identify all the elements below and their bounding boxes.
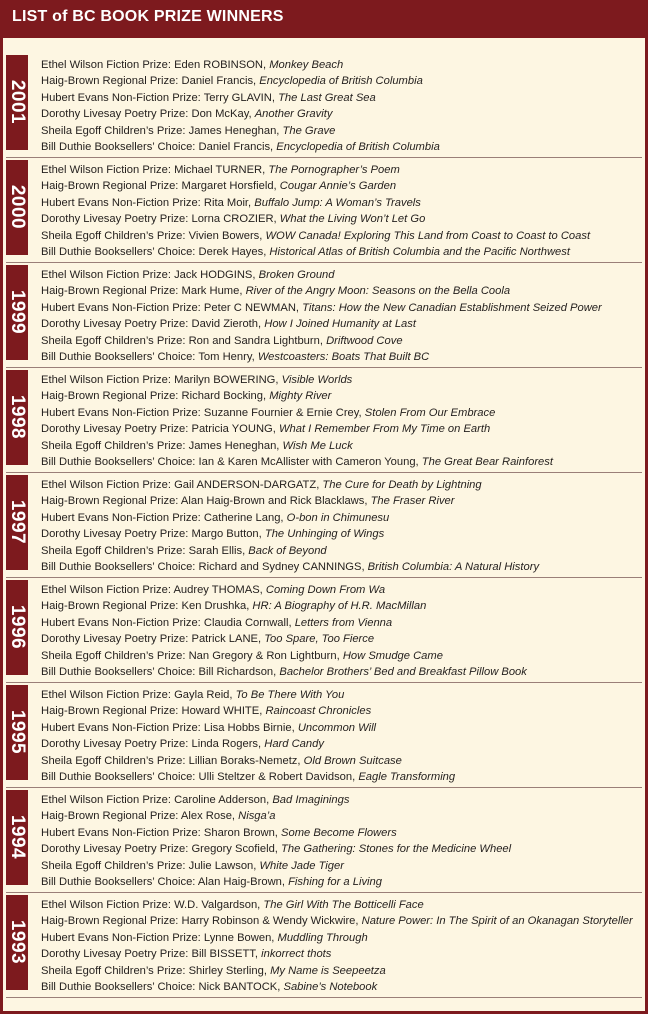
book-title: Visible Worlds: [281, 374, 353, 386]
prize-name: Bill Duthie Booksellers’ Choice:: [41, 351, 196, 363]
prize-name: Haig-Brown Regional Prize:: [41, 915, 179, 928]
book-title: The Girl With The Botticelli Face: [263, 899, 424, 911]
year-label: 1997: [7, 499, 28, 545]
prize-name: Haig-Brown Regional Prize:: [41, 180, 179, 193]
winner-name: Suzanne Fournier & Ernie Crey,: [203, 406, 362, 419]
winner-name: Alan Haig-Brown and Rick Blacklaws,: [180, 495, 368, 508]
prize-name: Sheila Egoff Children’s Prize:: [41, 754, 186, 767]
prize-name: Hubert Evans Non-Fiction Prize:: [41, 826, 201, 839]
winner-name: Vivien Bowers,: [188, 229, 263, 242]
book-title: The Grave: [282, 124, 336, 137]
winner-name: Richard and Sydney CANNINGS,: [198, 561, 365, 573]
book-title: Encyclopedia of British Columbia: [276, 141, 440, 153]
winner-name: Sharon Brown,: [203, 826, 278, 839]
prize-name: Sheila Egoff Children’s Prize:: [41, 649, 186, 662]
book-title: Monkey Beach: [269, 59, 344, 71]
prize-name: Hubert Evans Non-Fiction Prize:: [41, 196, 201, 209]
prize-entry: [41, 123, 644, 139]
book-title: Cougar Annie’s Garden: [279, 180, 397, 193]
prize-name: Dorothy Livesay Poetry Prize:: [41, 108, 189, 121]
year-section: [6, 577, 648, 682]
year-label: 1993: [7, 919, 28, 965]
book-title: My Name is Seepeetza: [270, 964, 386, 977]
prize-entry: [41, 664, 644, 680]
winner-name: Eden ROBINSON,: [174, 59, 267, 71]
year-tab: [6, 55, 28, 150]
winner-name: Tom Henry,: [198, 351, 255, 363]
book-title: Stolen From Our Embrace: [364, 406, 496, 419]
winner-name: Patricia YOUNG,: [191, 423, 276, 436]
prize-name: Ethel Wilson Fiction Prize:: [41, 374, 171, 386]
prize-entry: [41, 300, 644, 316]
winner-name: Howard WHITE,: [181, 705, 263, 718]
year-label: 2001: [7, 79, 28, 125]
prize-name: Ethel Wilson Fiction Prize:: [41, 269, 171, 281]
winner-name: Rita Moir,: [203, 196, 252, 209]
year-section: [6, 367, 648, 472]
winner-name: Peter C NEWMAN,: [203, 301, 300, 314]
winner-name: Alan Haig-Brown,: [197, 876, 285, 888]
winner-name: David Zieroth,: [191, 318, 262, 331]
winner-name: Michael TURNER,: [174, 164, 266, 176]
prize-entry: [41, 825, 644, 841]
section-divider: [6, 892, 642, 893]
prize-entry: [41, 438, 644, 454]
prize-name: Ethel Wilson Fiction Prize:: [41, 164, 171, 176]
prize-name: Sheila Egoff Children’s Prize:: [41, 334, 186, 347]
book-title: Encyclopedia of British Columbia: [259, 75, 423, 88]
section-divider: [6, 787, 642, 788]
prize-entry: [41, 195, 644, 211]
prize-entry: [41, 349, 644, 365]
winner-name: Lorna CROZIER,: [191, 213, 277, 226]
winner-name: Mark Hume,: [181, 285, 243, 298]
prize-name: Sheila Egoff Children’s Prize:: [41, 124, 186, 137]
prize-name: Sheila Egoff Children’s Prize:: [41, 544, 186, 557]
prize-entry: [41, 57, 644, 73]
prize-entry: [41, 211, 644, 227]
book-title: How I Joined Humanity at Last: [264, 318, 416, 331]
winner-name: Don McKay,: [191, 108, 252, 121]
winner-name: Gail ANDERSON-DARGATZ,: [174, 479, 320, 491]
year-label: 1994: [7, 814, 28, 860]
prize-name: Bill Duthie Booksellers’ Choice:: [41, 456, 196, 468]
book-title: Hard Candy: [264, 738, 324, 751]
book-title: The Pornographer’s Poem: [268, 164, 400, 176]
book-title: Historical Atlas of British Columbia and the Pacific Northwest: [269, 246, 570, 258]
book-title: Some Become Flowers: [281, 826, 397, 839]
winner-name: Claudia Cornwall,: [203, 616, 292, 629]
book-title: Uncommon Will: [297, 721, 377, 734]
book-title: Letters from Vienna: [294, 616, 393, 629]
winner-name: Lisa Hobbs Birnie,: [203, 721, 295, 734]
winner-name: Margaret Horsfield,: [181, 180, 277, 193]
prize-entry: [41, 228, 644, 244]
prize-entry: [41, 582, 644, 598]
prize-name: Bill Duthie Booksellers’ Choice:: [41, 141, 196, 153]
prize-entry: [41, 139, 644, 155]
prize-entry: [41, 979, 644, 995]
book-title: To Be There With You: [235, 689, 345, 701]
prize-entry: [41, 454, 644, 470]
prize-name: Haig-Brown Regional Prize:: [41, 285, 179, 298]
section-divider: [6, 367, 642, 368]
prize-name: Bill Duthie Booksellers’ Choice:: [41, 876, 196, 888]
prize-name: Hubert Evans Non-Fiction Prize:: [41, 616, 201, 629]
year-section: [6, 472, 648, 577]
book-title: Bad Imaginings: [272, 794, 350, 806]
book-title: River of the Angry Moon: Seasons on the Bella Coola: [245, 285, 511, 298]
prize-name: Bill Duthie Booksellers’ Choice:: [41, 666, 196, 678]
year-section: [6, 262, 648, 367]
prize-name: Dorothy Livesay Poetry Prize:: [41, 318, 189, 331]
year-tab: [6, 895, 28, 990]
winner-name: Bill Richardson,: [198, 666, 277, 678]
winner-name: Caroline Adderson,: [174, 794, 270, 806]
prize-name: Hubert Evans Non-Fiction Prize:: [41, 91, 201, 104]
prize-entry: [41, 753, 644, 769]
year-label: 2000: [7, 184, 28, 230]
book-title: The Gathering: Stones for the Medicine Wheel: [281, 843, 512, 856]
winner-name: Gayla Reid,: [174, 689, 233, 701]
year-section: [6, 52, 648, 157]
prize-entry: [41, 648, 644, 664]
winner-name: Patrick LANE,: [191, 633, 262, 646]
winner-name: Harry Robinson & Wendy Wickwire,: [181, 915, 359, 928]
prize-entry: [41, 162, 644, 178]
year-tab: [6, 475, 28, 570]
prize-name: Dorothy Livesay Poetry Prize:: [41, 528, 189, 541]
book-title: Another Gravity: [254, 108, 333, 121]
prize-entry: [41, 559, 644, 575]
prize-entry: [41, 720, 644, 736]
prize-entry: [41, 963, 644, 979]
prize-name: Ethel Wilson Fiction Prize:: [41, 689, 171, 701]
section-divider: [6, 472, 642, 473]
winner-name: Marilyn BOWERING,: [174, 374, 279, 386]
prize-name: Ethel Wilson Fiction Prize:: [41, 794, 171, 806]
title-bar: [3, 0, 648, 38]
prize-name: Dorothy Livesay Poetry Prize:: [41, 738, 189, 751]
winner-name: Derek Hayes,: [198, 246, 267, 258]
winner-name: Ulli Steltzer & Robert Davidson,: [198, 771, 356, 783]
prize-name: Sheila Egoff Children’s Prize:: [41, 439, 186, 452]
prize-name: Haig-Brown Regional Prize:: [41, 705, 179, 718]
prize-name: Bill Duthie Booksellers’ Choice:: [41, 981, 196, 993]
prize-name: Haig-Brown Regional Prize:: [41, 495, 179, 508]
book-title: Eagle Transforming: [358, 771, 456, 783]
book-title: O-bon in Chimunesu: [286, 511, 390, 524]
prize-name: Dorothy Livesay Poetry Prize:: [41, 213, 189, 226]
prize-name: Dorothy Livesay Poetry Prize:: [41, 633, 189, 646]
year-tab: [6, 265, 28, 360]
book-title: Bachelor Brothers’ Bed and Breakfast Pillow Book: [279, 666, 527, 678]
winner-name: W.D. Valgardson,: [174, 899, 261, 911]
winner-name: Daniel Francis,: [198, 141, 274, 153]
winner-name: Linda Rogers,: [191, 738, 262, 751]
book-title: The Great Bear Rainforest: [421, 456, 553, 468]
book-title: Wish Me Luck: [282, 439, 353, 452]
winner-name: Margo Button,: [191, 528, 262, 541]
prize-entry: [41, 769, 644, 785]
prize-entry: [41, 913, 644, 929]
book-title: What I Remember From My Time on Earth: [278, 423, 491, 436]
prize-name: Haig-Brown Regional Prize:: [41, 810, 179, 823]
section-divider: [6, 682, 642, 683]
prize-entry: [41, 946, 644, 962]
year-tab: [6, 370, 28, 465]
year-label: 1999: [7, 289, 28, 335]
prize-name: Sheila Egoff Children’s Prize:: [41, 964, 186, 977]
prize-entry: [41, 333, 644, 349]
prize-name: Haig-Brown Regional Prize:: [41, 75, 179, 88]
winner-name: Ian & Karen McAllister with Cameron Young,: [198, 456, 419, 468]
book-title: Westcoasters: Boats That Built BC: [257, 351, 430, 363]
prize-entry: [41, 283, 644, 299]
prize-name: Ethel Wilson Fiction Prize:: [41, 59, 171, 71]
prize-entry: [41, 631, 644, 647]
prize-name: Sheila Egoff Children’s Prize:: [41, 859, 186, 872]
book-title: Mighty River: [269, 390, 332, 403]
prize-name: Hubert Evans Non-Fiction Prize:: [41, 931, 201, 944]
prize-entry: [41, 106, 644, 122]
book-title: Fishing for a Living: [288, 876, 382, 888]
winner-name: Audrey THOMAS,: [173, 584, 263, 596]
prize-entry: [41, 808, 644, 824]
winner-name: Nick BANTOCK,: [198, 981, 281, 993]
book-title: Back of Beyond: [248, 544, 327, 557]
winner-name: Daniel Francis,: [181, 75, 257, 88]
winner-name: Lynne Bowen,: [203, 931, 275, 944]
book-title: Muddling Through: [277, 931, 368, 944]
year-section: [6, 787, 648, 892]
prize-entry: [41, 90, 644, 106]
prize-entry: [41, 372, 644, 388]
prize-entry: [41, 510, 644, 526]
book-title: How Smudge Came: [342, 649, 443, 662]
book-title: Raincoast Chronicles: [265, 705, 372, 718]
prize-name: Bill Duthie Booksellers’ Choice:: [41, 561, 196, 573]
book-title: HR: A Biography of H.R. MacMillan: [252, 600, 427, 613]
prize-name: Haig-Brown Regional Prize:: [41, 600, 179, 613]
year-section: [6, 682, 648, 787]
book-title: Buffalo Jump: A Woman’s Travels: [254, 196, 421, 209]
prize-name: Hubert Evans Non-Fiction Prize:: [41, 406, 201, 419]
winner-name: Alex Rose,: [180, 810, 236, 823]
book-title: White Jade Tiger: [259, 859, 344, 872]
winner-name: Terry GLAVIN,: [203, 91, 275, 104]
year-tab: [6, 580, 28, 675]
prize-entry: [41, 316, 644, 332]
book-title: inkorrect thots: [261, 948, 332, 961]
year-tab: [6, 160, 28, 255]
book-title: WOW Canada! Exploring This Land from Coast to Coast to Coast: [265, 229, 591, 242]
book-title: What the Living Won’t Let Go: [279, 213, 426, 226]
prize-entry: [41, 687, 644, 703]
page-title: LIST of BC BOOK PRIZE WINNERS: [12, 8, 284, 25]
prize-name: Ethel Wilson Fiction Prize:: [41, 479, 171, 491]
section-divider: [6, 157, 642, 158]
prize-entry: [41, 178, 644, 194]
prize-name: Ethel Wilson Fiction Prize:: [41, 899, 171, 911]
prize-name: Hubert Evans Non-Fiction Prize:: [41, 511, 201, 524]
prize-entry: [41, 736, 644, 752]
prize-entry: [41, 477, 644, 493]
year-section: [6, 892, 648, 997]
book-title: Titans: How the New Canadian Establishment Seized Power: [302, 301, 602, 314]
prize-entry: [41, 703, 644, 719]
winners-list: [6, 52, 648, 997]
book-title: Old Brown Suitcase: [303, 754, 402, 767]
prize-name: Bill Duthie Booksellers’ Choice:: [41, 771, 196, 783]
prize-entry: [41, 792, 644, 808]
winner-name: Julie Lawson,: [188, 859, 257, 872]
prize-name: Bill Duthie Booksellers’ Choice:: [41, 246, 196, 258]
book-title: Nisga’a: [238, 810, 276, 823]
book-title: The Fraser River: [370, 495, 455, 508]
winner-name: Jack HODGINS,: [174, 269, 256, 281]
prize-entry: [41, 543, 644, 559]
prize-entry: [41, 598, 644, 614]
winner-name: Nan Gregory & Ron Lightburn,: [188, 649, 340, 662]
prize-entry: [41, 841, 644, 857]
year-label: 1998: [7, 394, 28, 440]
section-divider: [6, 997, 642, 998]
section-divider: [6, 577, 642, 578]
prize-entry: [41, 421, 644, 437]
prize-entry: [41, 526, 644, 542]
book-title: The Cure for Death by Lightning: [322, 479, 482, 491]
prize-entry: [41, 405, 644, 421]
prize-entry: [41, 874, 644, 890]
winner-name: Lillian Boraks-Nemetz,: [188, 754, 301, 767]
prize-entry: [41, 897, 644, 913]
section-divider: [6, 262, 642, 263]
winner-name: Richard Bocking,: [181, 390, 267, 403]
year-section: [6, 157, 648, 262]
winner-name: Catherine Lang,: [203, 511, 284, 524]
book-title: Driftwood Cove: [326, 334, 403, 347]
book-title: The Unhinging of Wings: [264, 528, 385, 541]
book-title: Sabine’s Notebook: [283, 981, 378, 993]
prize-entry: [41, 73, 644, 89]
prize-name: Ethel Wilson Fiction Prize:: [41, 584, 171, 596]
prize-name: Hubert Evans Non-Fiction Prize:: [41, 721, 201, 734]
prize-entry: [41, 267, 644, 283]
winner-name: Shirley Sterling,: [188, 964, 267, 977]
winner-name: Gregory Scofield,: [191, 843, 278, 856]
year-label: 1996: [7, 604, 28, 650]
book-title: Too Spare, Too Fierce: [264, 633, 375, 646]
prize-entry: [41, 244, 644, 260]
year-tab: [6, 685, 28, 780]
prize-entry: [41, 858, 644, 874]
book-title: British Columbia: A Natural History: [367, 561, 540, 573]
year-tab: [6, 790, 28, 885]
winner-name: Ron and Sandra Lightburn,: [188, 334, 323, 347]
winner-name: Bill BISSETT,: [191, 948, 259, 961]
prize-name: Dorothy Livesay Poetry Prize:: [41, 948, 189, 961]
prize-entry: [41, 388, 644, 404]
prize-name: Dorothy Livesay Poetry Prize:: [41, 843, 189, 856]
winner-name: Sarah Ellis,: [188, 544, 246, 557]
book-title: The Last Great Sea: [278, 91, 376, 104]
prize-name: Dorothy Livesay Poetry Prize:: [41, 423, 189, 436]
prize-name: Hubert Evans Non-Fiction Prize:: [41, 301, 201, 314]
book-title: Broken Ground: [258, 269, 335, 281]
year-label: 1995: [7, 709, 28, 755]
prize-entry: [41, 493, 644, 509]
prize-name: Haig-Brown Regional Prize:: [41, 390, 179, 403]
winner-name: James Heneghan,: [188, 124, 280, 137]
prize-entry: [41, 930, 644, 946]
winner-name: James Heneghan,: [188, 439, 280, 452]
book-title: Coming Down From Wa: [265, 584, 386, 596]
prize-entry: [41, 615, 644, 631]
winner-name: Ken Drushka,: [181, 600, 250, 613]
prize-name: Sheila Egoff Children’s Prize:: [41, 229, 186, 242]
book-title: Nature Power: In The Spirit of an Okanagan Storyteller: [361, 915, 633, 928]
